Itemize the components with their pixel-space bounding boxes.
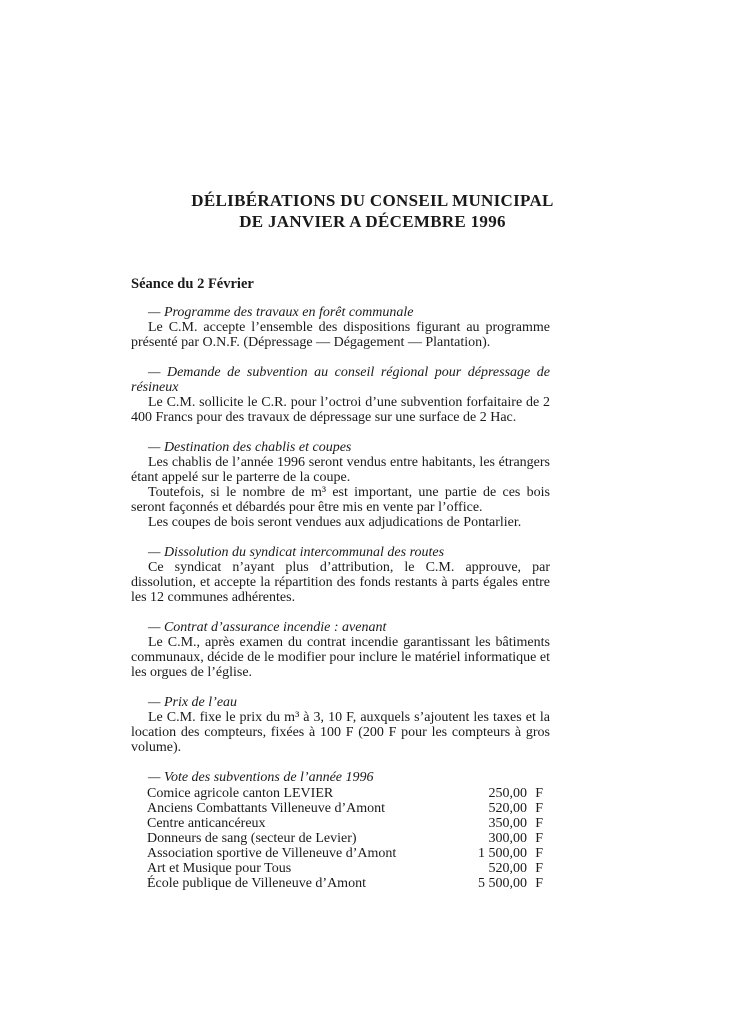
subsidy-label: Anciens Combattants Villeneuve d’Amont [147, 801, 386, 816]
section-heading: — Contrat d’assurance incendie : avenant [148, 620, 387, 635]
title-line-2: DE JANVIER A DÉCEMBRE 1996 [239, 212, 506, 231]
subsidy-currency: F [535, 876, 543, 891]
subsidy-label: Centre anticancéreux [147, 816, 266, 831]
subsidy-amount: 5 500,00 [478, 876, 527, 891]
section-subsidies-vote [131, 770, 550, 785]
subsidy-amount: 520,00 [488, 801, 527, 816]
session-heading: Séance du 2 Février [131, 276, 254, 292]
section-water-price [131, 695, 550, 755]
section-heading: — Prix de l’eau [148, 695, 238, 710]
subsidy-amount: 520,00 [488, 861, 527, 876]
section-paragraph: Les coupes de bois seront vendues aux adjudications de Pontarlier. [148, 515, 522, 530]
table-row [147, 876, 547, 891]
subsidy-currency: F [535, 801, 543, 816]
subsidy-amount: 300,00 [488, 831, 527, 846]
subsidy-currency: F [535, 786, 543, 801]
table-row [147, 861, 547, 876]
subsidy-label: Association sportive de Villeneuve d’Amont [147, 846, 397, 861]
section-paragraph: Le C.M. accepte l’ensemble des dispositions figurant au programme présenté par O.N.F. (Dépressage — Dégagement — Plantation). [131, 320, 550, 350]
section-paragraph: Ce syndicat n’ayant plus d’attribution, le C.M. approuve, par dissolution, et accepte la répartition des fonds restants à parts égales entre les 12 communes adhérentes. [131, 560, 550, 605]
section-paragraph: Les chablis de l’année 1996 seront vendus entre habitants, les étrangers étant appelé sur le parterre de la coupe. [131, 455, 550, 485]
subsidy-label: École publique de Villeneuve d’Amont [147, 876, 366, 891]
subsidies-table [147, 786, 547, 891]
subsidy-label: Donneurs de sang (secteur de Levier) [147, 831, 357, 846]
subsidy-label: Art et Musique pour Tous [147, 861, 292, 876]
deliberations-body [131, 305, 550, 800]
subsidy-currency: F [535, 816, 543, 831]
document-title [0, 190, 745, 232]
section-heading: — Programme des travaux en forêt communale [148, 305, 414, 320]
section-chablis [131, 440, 550, 530]
subsidy-currency: F [535, 846, 543, 861]
title-line-1: DÉLIBÉRATIONS DU CONSEIL MUNICIPAL [191, 191, 554, 210]
section-heading: — Destination des chablis et coupes [148, 440, 352, 455]
table-row [147, 801, 547, 816]
table-row [147, 831, 547, 846]
section-heading: — Demande de subvention au conseil régional pour dépressage de résineux [131, 365, 550, 395]
section-heading: — Vote des subventions de l’année 1996 [148, 770, 374, 785]
table-row [147, 816, 547, 831]
section-insurance [131, 620, 550, 680]
section-paragraph: Le C.M. sollicite le C.R. pour l’octroi d’une subvention forfaitaire de 2 400 Francs pour des travaux de dépressage sur une surface de 2 Hac. [131, 395, 550, 425]
section-paragraph: Toutefois, si le nombre de m³ est important, une partie de ces bois seront façonnés et débardés pour être mis en vente par l’office. [131, 485, 550, 515]
section-paragraph: Le C.M., après examen du contrat incendie garantissant les bâtiments communaux, décide de le modifier pour inclure le matériel informatique et les orgues de l’église. [131, 635, 550, 680]
section-syndicate-dissolution [131, 545, 550, 605]
subsidy-label: Comice agricole canton LEVIER [147, 786, 334, 801]
table-row [147, 786, 547, 801]
section-heading: — Dissolution du syndicat intercommunal des routes [148, 545, 445, 560]
subsidy-amount: 250,00 [488, 786, 527, 801]
section-paragraph: Le C.M. fixe le prix du m³ à 3, 10 F, auxquels s’ajoutent les taxes et la location des compteurs, fixées à 100 F (200 F pour les compteurs à gros volume). [131, 710, 550, 755]
section-subsidy-request [131, 365, 550, 425]
section-forest-program [131, 305, 550, 350]
subsidy-amount: 1 500,00 [478, 846, 527, 861]
subsidy-amount: 350,00 [488, 816, 527, 831]
subsidy-currency: F [535, 861, 543, 876]
table-row [147, 846, 547, 861]
subsidy-currency: F [535, 831, 543, 846]
